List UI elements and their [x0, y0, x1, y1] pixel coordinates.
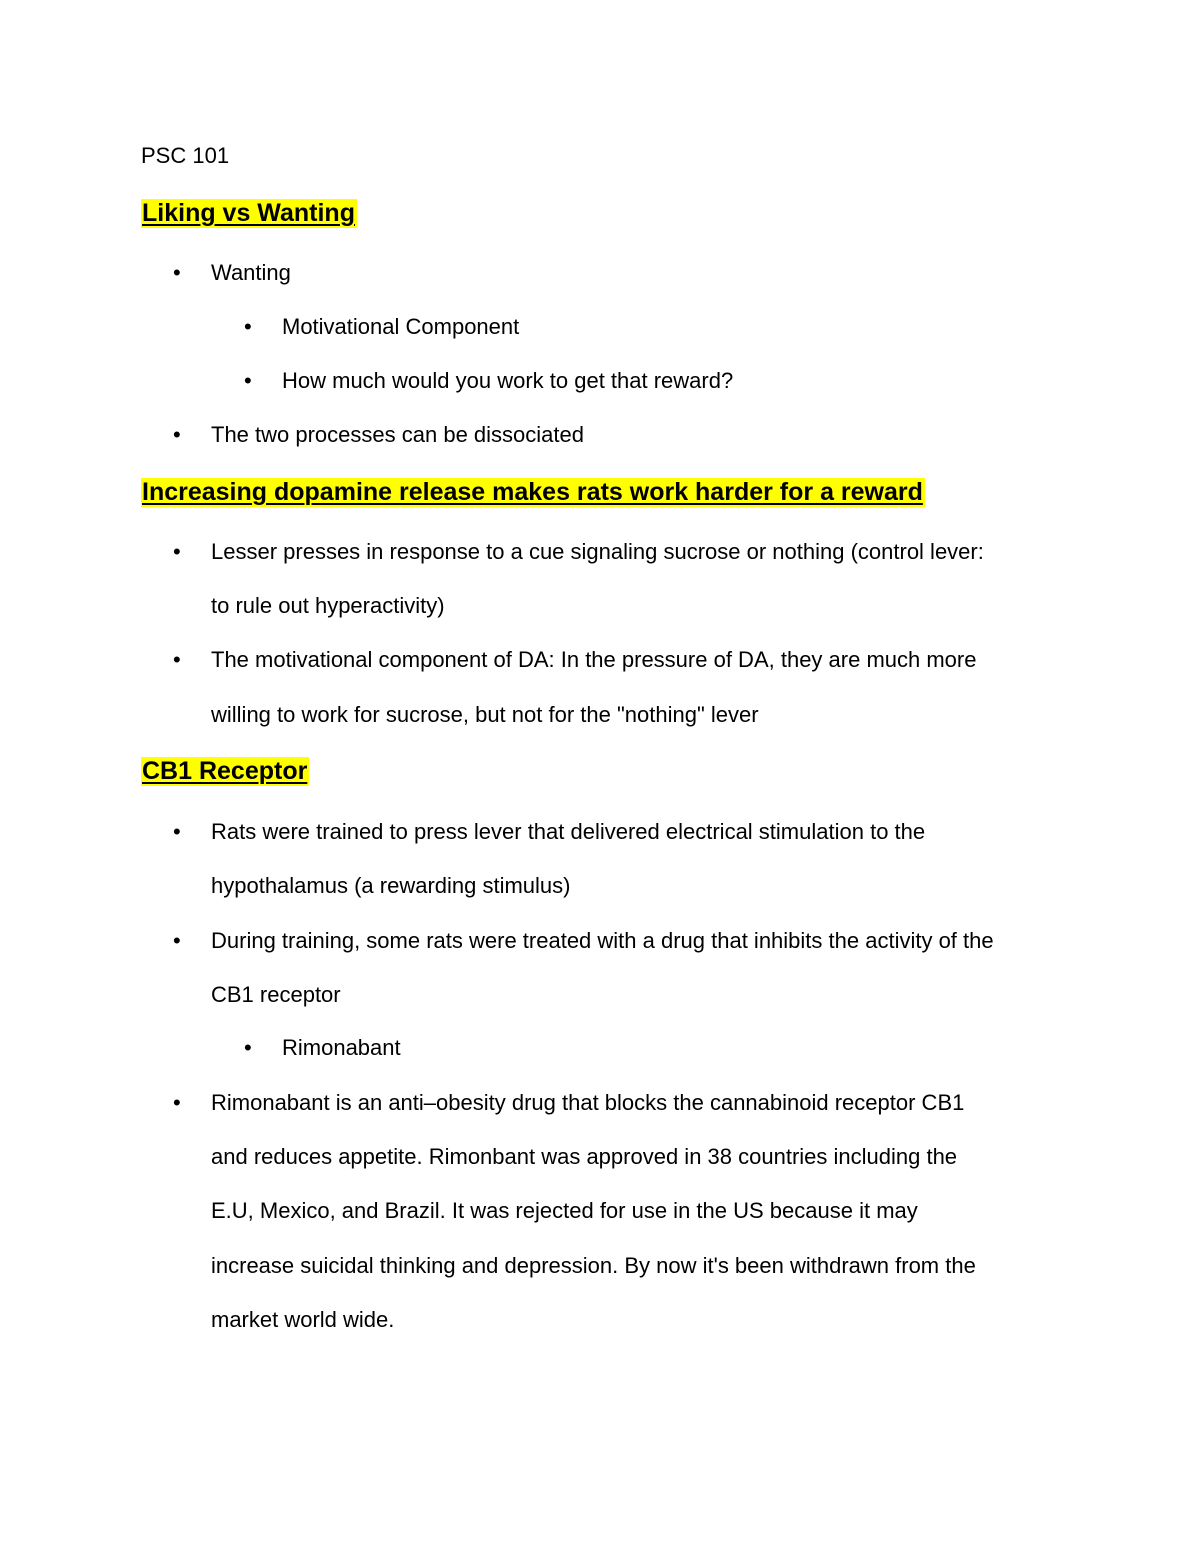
list-item: • Lesser presses in response to a cue signaling sucrose or nothing (control lever:	[211, 525, 1071, 579]
list-item: • During training, some rats were treated with a drug that inhibits the activity of the	[211, 914, 1071, 968]
bullet-icon: •	[173, 647, 181, 672]
list-item-continuation: hypothalamus (a rewarding stimulus)	[211, 873, 571, 898]
list-item: • Motivational Component	[282, 300, 1142, 354]
bullet-icon: •	[173, 819, 181, 844]
list-item: • Rimonabant is an anti–obesity drug that blocks the cannabinoid receptor CB1	[211, 1076, 1071, 1130]
list-item: • Wanting	[211, 246, 1071, 300]
section-heading-cb1-receptor: CB1 Receptor	[142, 757, 308, 785]
list-item-continuation: increase suicidal thinking and depression. By now it's been withdrawn from the	[211, 1253, 976, 1278]
list-item: • The motivational component of DA: In the pressure of DA, they are much more	[211, 633, 1071, 687]
list-item: • The two processes can be dissociated	[211, 408, 1071, 462]
list-item-continuation: CB1 receptor	[211, 982, 341, 1007]
bullet-icon: •	[173, 539, 181, 564]
section-heading-liking-vs-wanting: Liking vs Wanting	[142, 199, 355, 227]
list-item-continuation: to rule out hyperactivity)	[211, 593, 445, 618]
bullet-icon: •	[173, 422, 181, 447]
course-title: PSC 101	[141, 143, 230, 168]
list-item: • Rats were trained to press lever that delivered electrical stimulation to the	[211, 805, 1071, 859]
bullet-icon: •	[173, 260, 181, 285]
list-item-continuation: market world wide.	[211, 1307, 395, 1332]
list-item-continuation: willing to work for sucrose, but not for the "nothing" lever	[211, 702, 759, 727]
section-heading-dopamine: Increasing dopamine release makes rats work harder for a reward	[142, 478, 923, 506]
list-item: • How much would you work to get that reward?	[282, 354, 1142, 408]
bullet-icon: •	[244, 314, 252, 339]
bullet-icon: •	[244, 368, 252, 393]
bullet-icon: •	[173, 928, 181, 953]
bullet-icon: •	[173, 1090, 181, 1115]
bullet-icon: •	[244, 1035, 252, 1060]
list-item: • Rimonabant	[282, 1021, 1142, 1075]
list-item-continuation: and reduces appetite. Rimonbant was approved in 38 countries including the	[211, 1144, 958, 1169]
list-item-continuation: E.U, Mexico, and Brazil. It was rejected for use in the US because it may	[211, 1198, 918, 1223]
